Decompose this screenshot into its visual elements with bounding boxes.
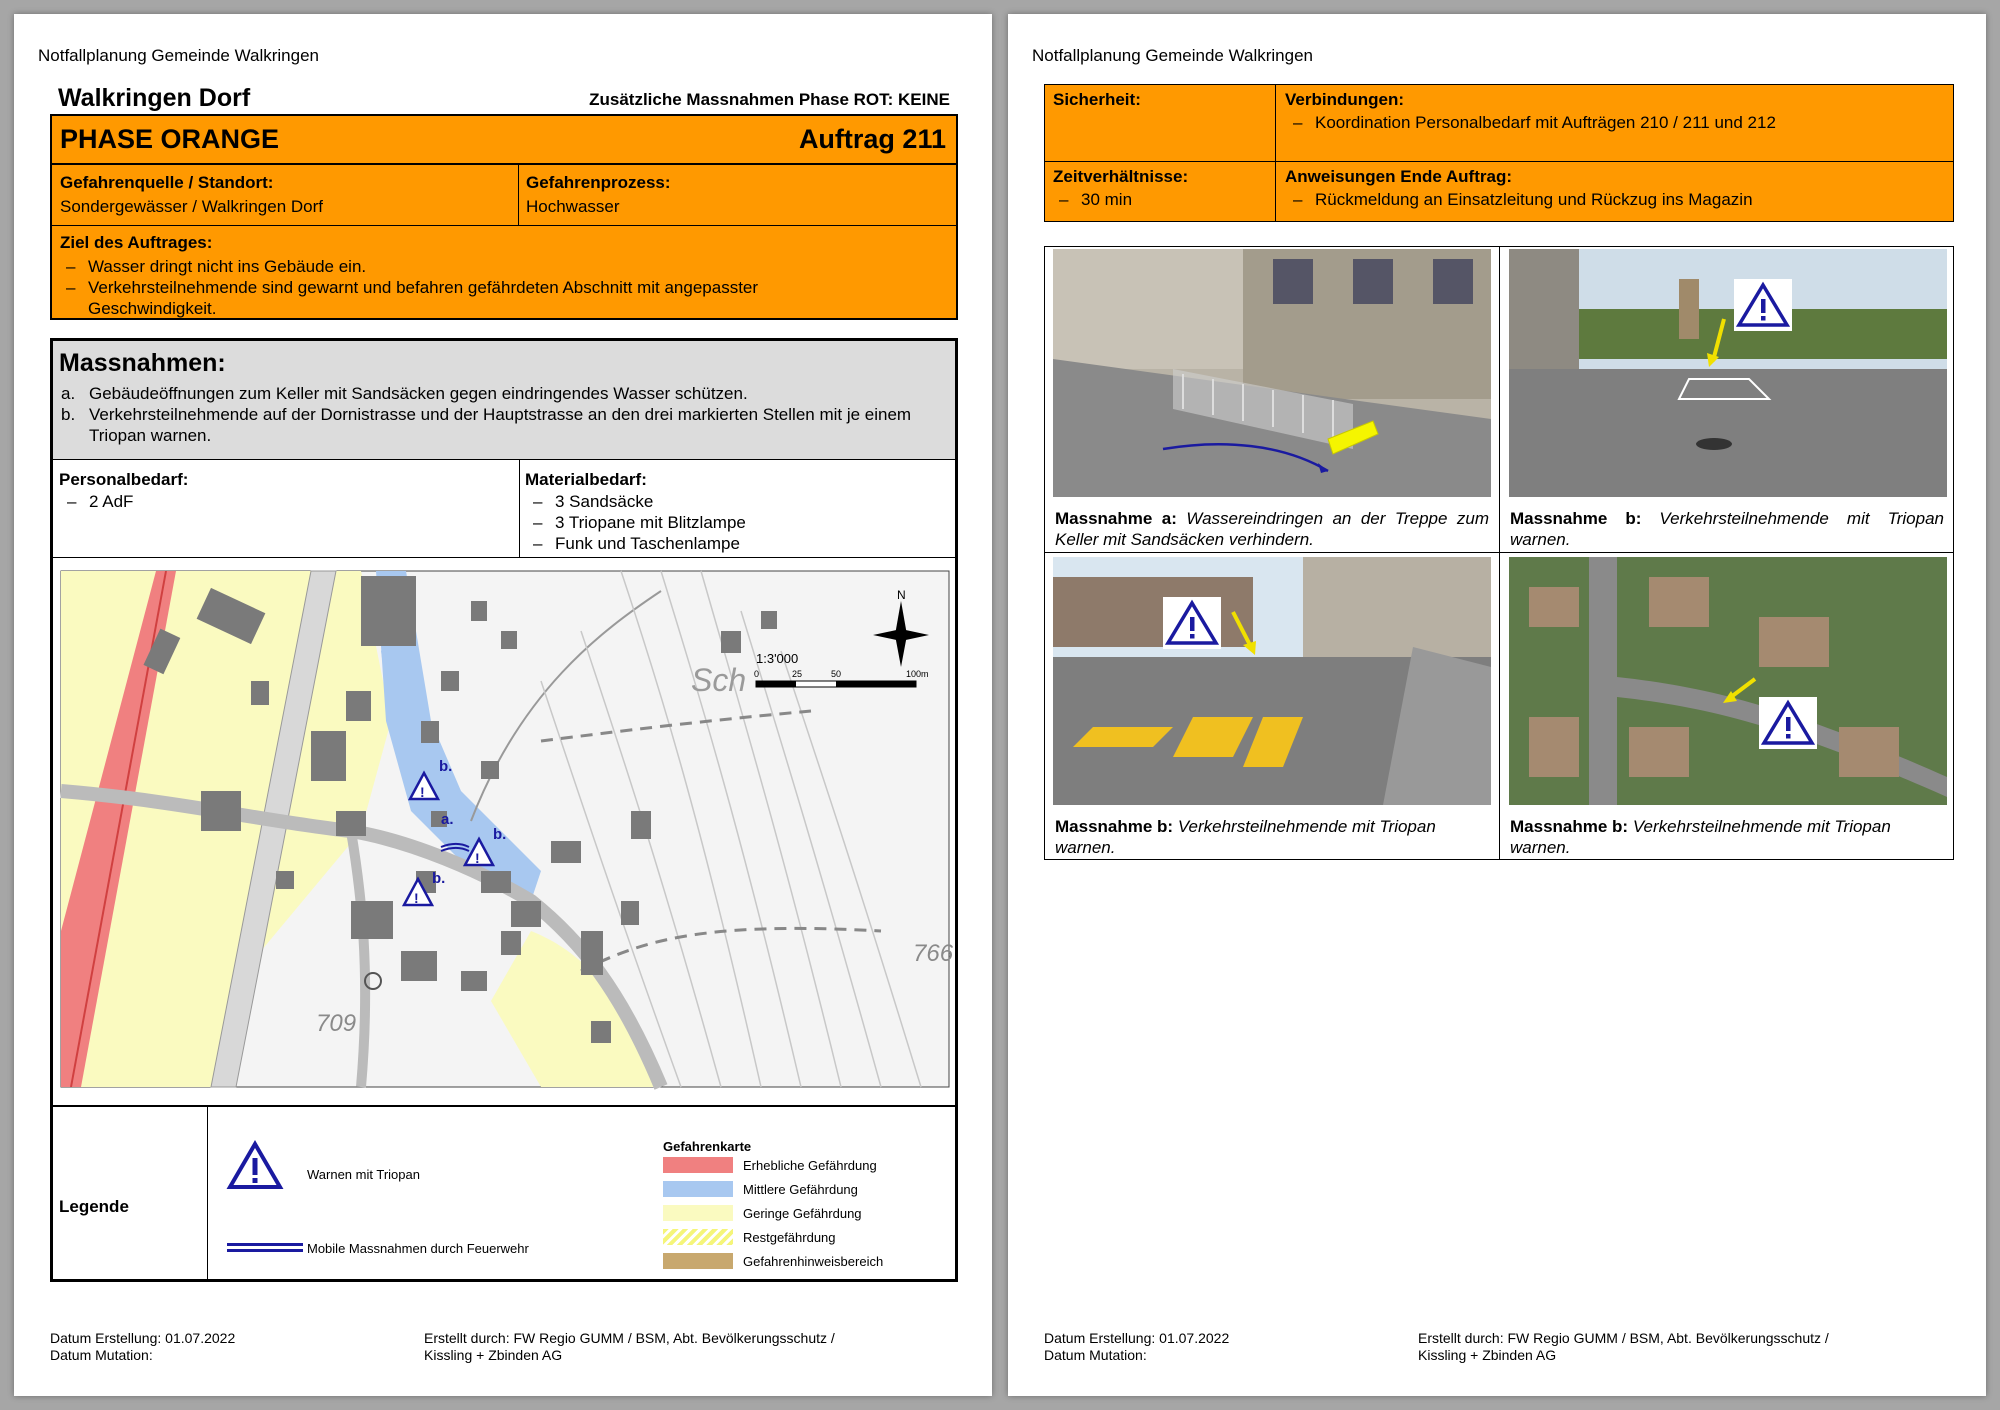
triopan-icon — [1163, 597, 1221, 649]
source-label: Gefahrenquelle / Standort: — [60, 173, 274, 192]
footer-author — [424, 1330, 835, 1364]
legend-gk-item: Gefahrenhinweisbereich — [743, 1254, 884, 1269]
legend-gk-item: Restgefährdung — [743, 1230, 836, 1245]
legend-swatch — [663, 1205, 733, 1221]
photo-building-stairs — [1053, 249, 1491, 497]
measures-box — [50, 338, 958, 1282]
altitude-label: 709 — [316, 1010, 357, 1037]
svg-text:!: ! — [414, 890, 419, 906]
goal-item: – Wasser dringt nicht ins Gebäude ein. — [52, 256, 882, 277]
footer-created: Datum Erstellung: 01.07.2022 — [50, 1330, 236, 1346]
time-item: – 30 min — [1045, 189, 1132, 210]
altitude-label: 766 — [913, 940, 954, 967]
measure-item: a. Gebäudeöffnungen zum Keller mit Sandsäcken gegen eindringendes Wasser schützen. — [61, 384, 748, 403]
extra-measures-note: Zusätzliche Massnahmen Phase ROT: KEINE — [589, 90, 950, 109]
orange-info-box — [1044, 84, 1954, 222]
legend-mobile: Mobile Massnahmen durch Feuerwehr — [307, 1241, 529, 1256]
material-item: – 3 Sandsäcke — [519, 491, 746, 512]
process-label: Gefahrenprozess: — [526, 173, 671, 192]
map-mark: b. — [439, 758, 453, 775]
connections-list — [1279, 112, 1776, 133]
photo-road-crosswalk — [1053, 557, 1491, 805]
time-list — [1045, 189, 1132, 210]
footer-mutation: Datum Mutation: — [1044, 1347, 1147, 1363]
footer-dates — [50, 1330, 235, 1364]
phase-label: PHASE ORANGE — [60, 124, 280, 154]
page-title: Walkringen Dorf — [58, 84, 251, 112]
document-page-1 — [14, 14, 992, 1396]
page-header: Notfallplanung Gemeinde Walkringen — [38, 46, 319, 65]
end-item: – Rückmeldung an Einsatzleitung und Rückzug ins Magazin — [1279, 189, 1753, 210]
personnel-label: Personalbedarf: — [59, 470, 189, 489]
material-list — [519, 491, 746, 554]
material-label: Materialbedarf: — [525, 470, 647, 489]
footer-author-line: Kissling + Zbinden AG — [424, 1347, 563, 1363]
footer-author — [1418, 1330, 1829, 1364]
svg-text:100m: 100m — [906, 669, 929, 679]
auftrag-number: Auftrag 211 — [798, 124, 946, 154]
time-label: Zeitverhältnisse: — [1053, 167, 1189, 186]
photo-caption: Massnahme b: Verkehrsteilnehmende mit Triopan warnen. — [1510, 509, 1944, 549]
legend-swatch — [663, 1253, 733, 1269]
goal-item: – Verkehrsteilnehmende sind gewarnt und befahren gefährdeten Abschnitt mit angepasster Geschwindigkeit. — [52, 277, 882, 319]
legend-gk-title: Gefahrenkarte — [663, 1139, 752, 1154]
photo-caption: Massnahme a: Wassereindringen an der Treppe zum Keller mit Sandsäcken verhindern. — [1055, 509, 1489, 549]
svg-text:N: N — [897, 588, 906, 602]
security-label: Sicherheit: — [1053, 90, 1141, 109]
map-mark: b. — [432, 870, 446, 887]
page-header: Notfallplanung Gemeinde Walkringen — [1032, 46, 1313, 65]
measures-header — [53, 341, 955, 459]
svg-text:0: 0 — [754, 669, 760, 679]
legend-gk-item: Geringe Gefährdung — [743, 1206, 862, 1221]
photo-caption: Massnahme b: Verkehrsteilnehmende mit Triopan warnen. — [1510, 817, 1891, 857]
personnel-list — [53, 491, 133, 512]
legend-swatch — [663, 1181, 733, 1197]
map-scale: 1:3'000 — [756, 651, 799, 666]
svg-text:25: 25 — [792, 669, 803, 679]
phase-info-box — [50, 114, 958, 320]
footer-dates — [1044, 1330, 1229, 1364]
footer-author-line: Erstellt durch: FW Regio GUMM / BSM, Abt. Bevölkerungsschutz / — [1418, 1330, 1829, 1346]
warning-triangle-icon — [227, 1141, 283, 1191]
footer-author-line: Erstellt durch: FW Regio GUMM / BSM, Abt. Bevölkerungsschutz / — [424, 1330, 835, 1346]
legend-swatch — [663, 1157, 733, 1173]
source-value: Sondergewässer / Walkringen Dorf — [60, 197, 323, 216]
triopan-icon — [1734, 279, 1792, 331]
footer-mutation: Datum Mutation: — [50, 1347, 153, 1363]
connections-label: Verbindungen: — [1285, 90, 1404, 109]
goal-label: Ziel des Auftrages: — [60, 233, 213, 252]
document-page-2 — [1008, 14, 1986, 1396]
material-item: – 3 Triopane mit Blitzlampe — [519, 512, 746, 533]
legend-gk-item: Erhebliche Gefährdung — [743, 1158, 877, 1173]
hazard-map — [61, 571, 954, 1087]
legend-swatch — [663, 1229, 733, 1245]
double-line-icon — [227, 1243, 303, 1246]
process-value: Hochwasser — [526, 197, 620, 216]
footer-author-line: Kissling + Zbinden AG — [1418, 1347, 1557, 1363]
triopan-icon — [1759, 697, 1817, 749]
legend-label: Legende — [59, 1197, 129, 1216]
photo-aerial-view — [1509, 557, 1947, 805]
end-list — [1279, 189, 1753, 210]
measures-list — [53, 383, 933, 446]
measure-item: b. Verkehrsteilnehmende auf der Dornistrasse und der Hauptstrasse an den drei markierten Stellen mit je einem Triopan warnen. — [61, 405, 912, 445]
legend-triopan: Warnen mit Triopan — [307, 1167, 420, 1182]
svg-text:50: 50 — [831, 669, 842, 679]
map-mark: b. — [493, 826, 507, 843]
svg-text:!: ! — [475, 850, 480, 866]
photo-street-crossing — [1509, 249, 1947, 497]
footer-created: Datum Erstellung: 01.07.2022 — [1044, 1330, 1230, 1346]
connections-item: – Koordination Personalbedarf mit Aufträgen 210 / 211 und 212 — [1279, 112, 1776, 133]
legend-gk-item: Mittlere Gefährdung — [743, 1182, 858, 1197]
map-place-label: Sch — [691, 662, 747, 698]
goal-list — [52, 256, 882, 319]
map-mark: a. — [441, 811, 454, 828]
photo-grid — [1044, 246, 1954, 860]
photo-caption: Massnahme b: Verkehrsteilnehmende mit Triopan warnen. — [1055, 817, 1436, 857]
end-label: Anweisungen Ende Auftrag: — [1285, 167, 1512, 186]
material-item: – Funk und Taschenlampe — [519, 533, 746, 554]
personnel-item: – 2 AdF — [53, 491, 133, 512]
svg-text:!: ! — [420, 784, 425, 800]
measures-title: Massnahmen: — [59, 349, 226, 377]
